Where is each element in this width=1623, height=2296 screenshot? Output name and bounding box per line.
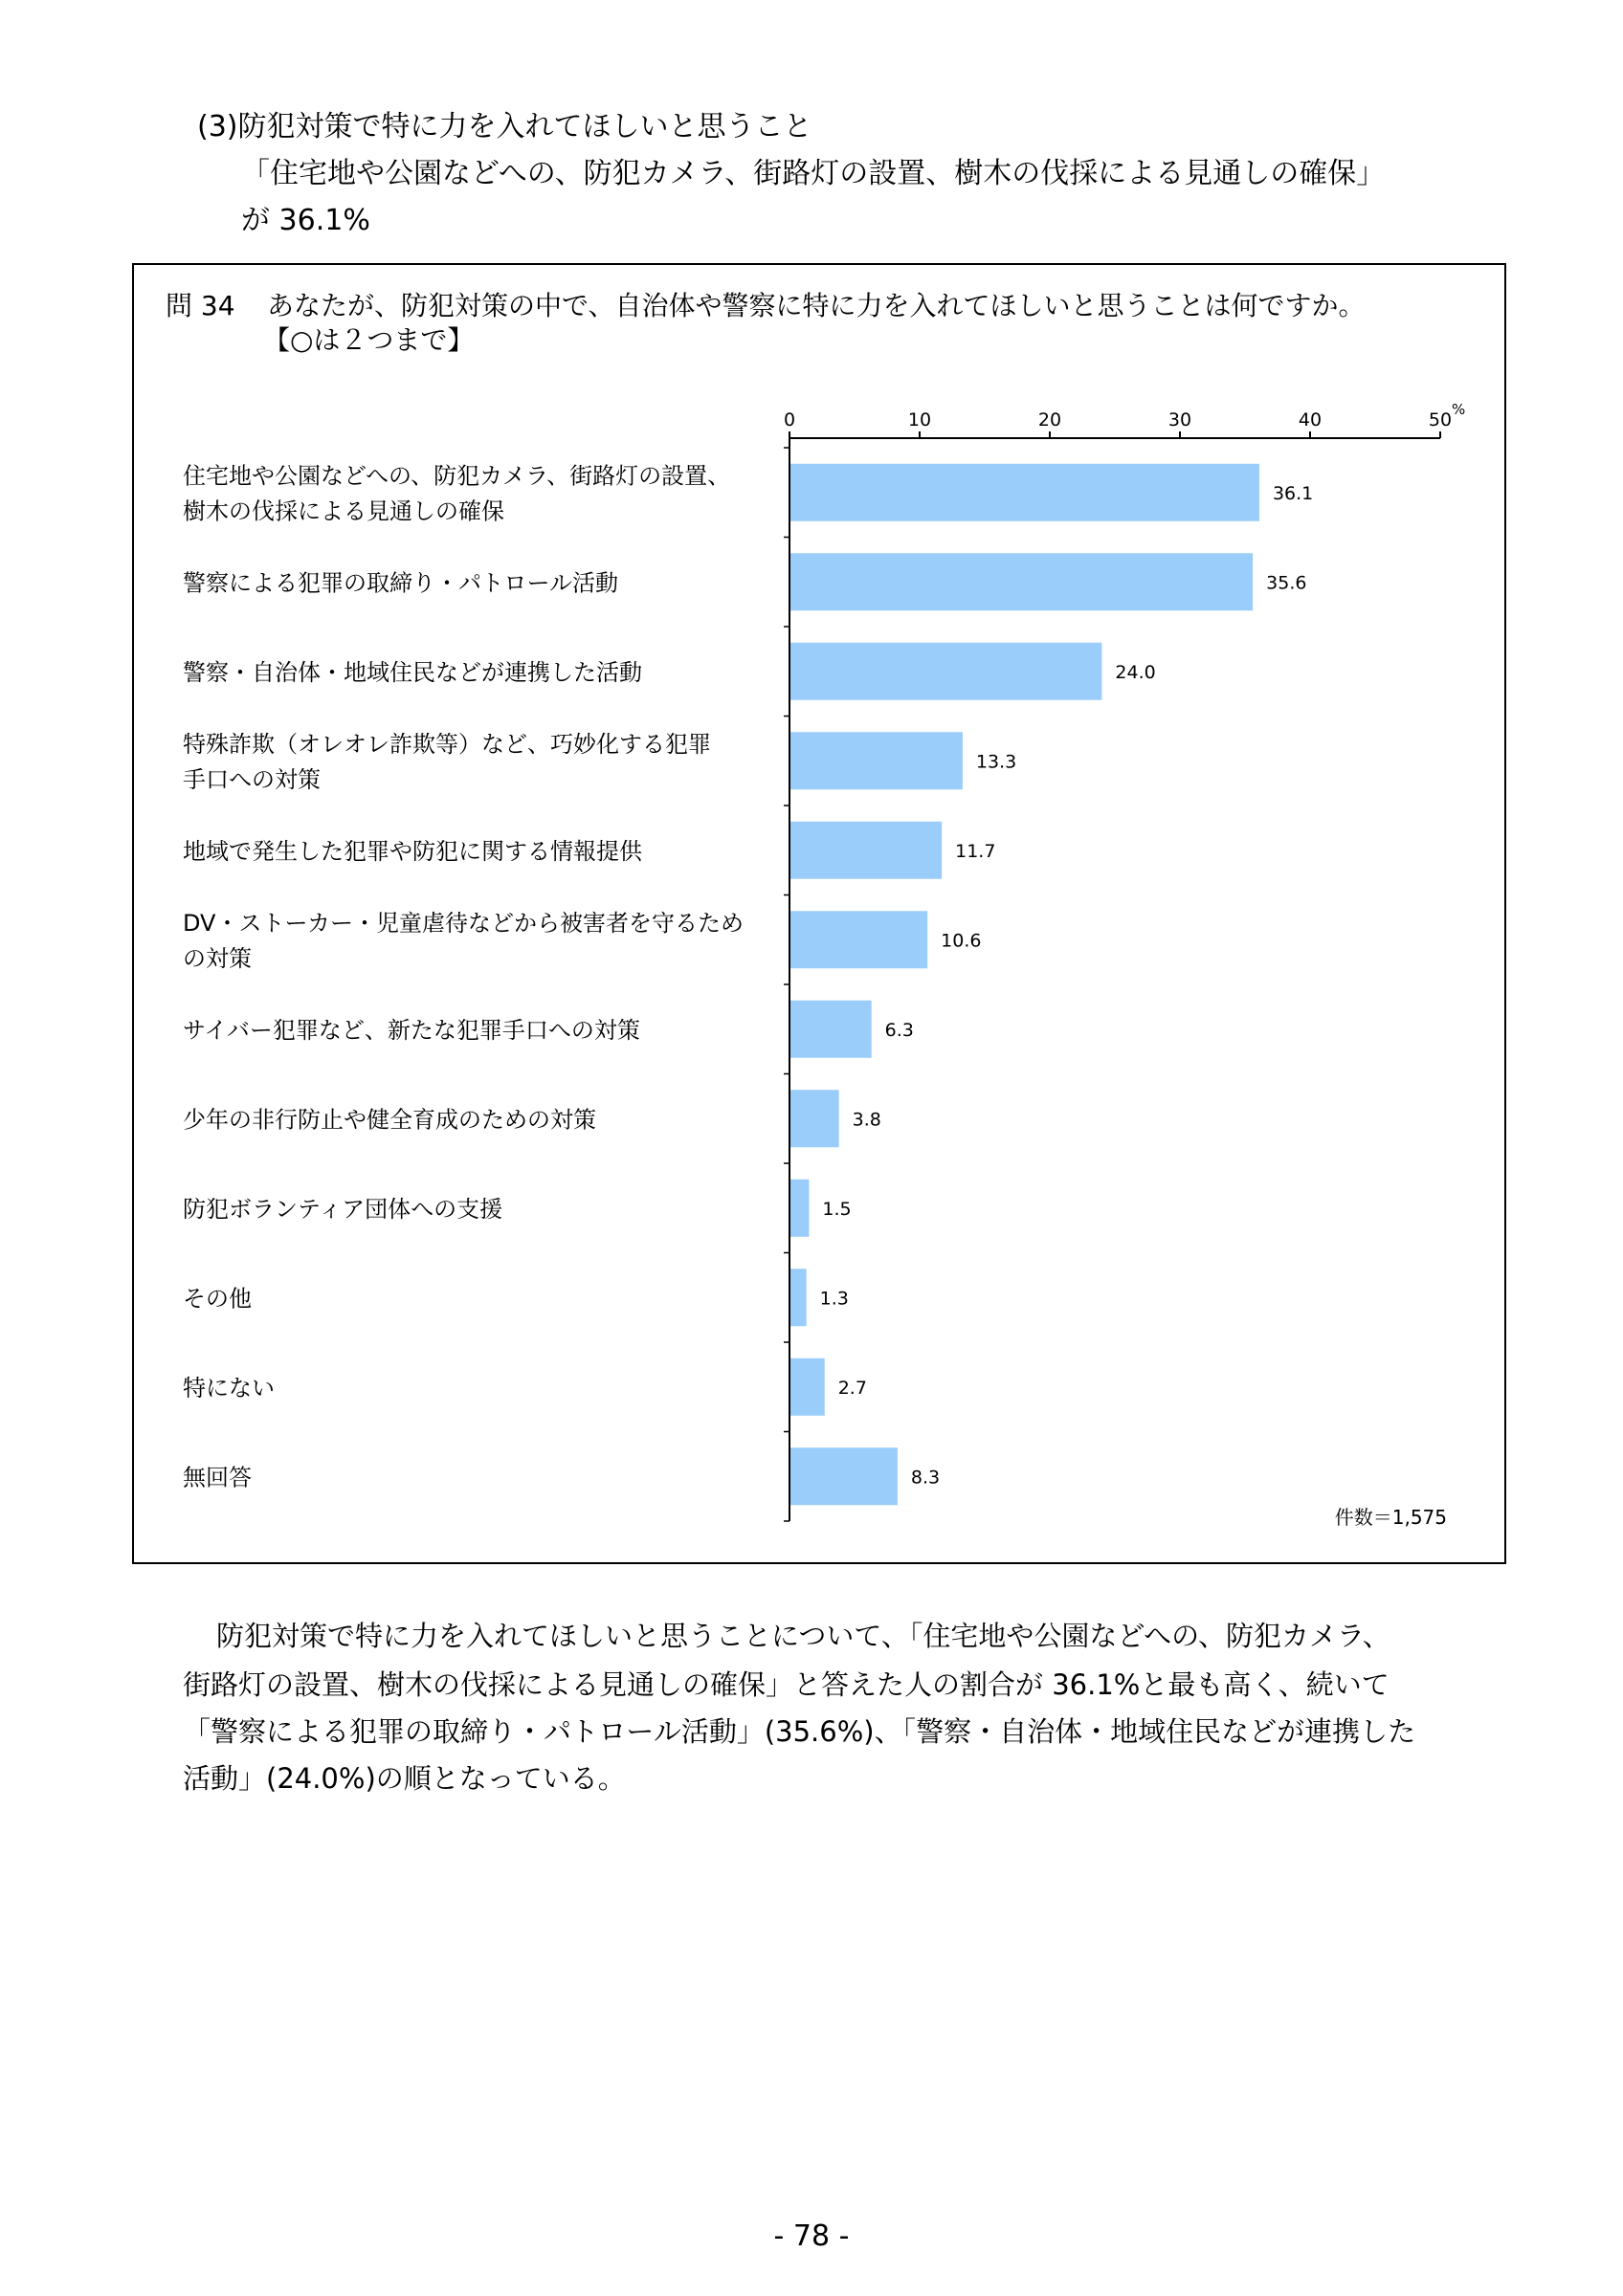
value-label-3: 24.0 xyxy=(1115,661,1156,683)
x-tick-label: 40 xyxy=(1298,409,1323,430)
category-label-line: 防犯ボランティア団体への支援 xyxy=(183,1195,503,1223)
category-label-line: 住宅地や公園などへの、防犯カメラ、街路灯の設置、 xyxy=(183,462,731,490)
bar-7 xyxy=(789,1001,872,1058)
summary-line-2: 街路灯の設置、樹木の伐採による見通しの確保」と答えた人の割合が 36.1%と最も高く、続いて xyxy=(183,1668,1390,1701)
x-tick-label: 10 xyxy=(907,409,932,430)
bar-5 xyxy=(789,822,942,879)
category-label-1 xyxy=(183,462,730,524)
bar-chart xyxy=(132,263,1506,1564)
bar-11 xyxy=(789,1358,825,1416)
category-label-4 xyxy=(183,731,711,793)
value-label-4: 13.3 xyxy=(975,751,1017,773)
value-label-9: 1.5 xyxy=(822,1198,852,1220)
question-number: 問 34 xyxy=(166,290,235,321)
value-label-6: 10.6 xyxy=(941,930,982,952)
x-tick-label: 0 xyxy=(783,409,796,430)
headline-result: が 36.1% xyxy=(241,204,370,237)
category-label-12 xyxy=(183,1464,252,1490)
value-label-11: 2.7 xyxy=(837,1377,867,1399)
sample-size-note: 件数＝1,575 xyxy=(1334,1506,1447,1529)
category-label-line: 樹木の伐採による見通しの確保 xyxy=(183,497,504,525)
value-label-2: 35.6 xyxy=(1266,572,1307,594)
summary-line-4: 活動」(24.0%)の順となっている。 xyxy=(183,1762,626,1795)
category-label-line: 警察・自治体・地域住民などが連携した活動 xyxy=(183,658,642,686)
bar-12 xyxy=(789,1447,898,1505)
bar-2 xyxy=(789,553,1253,610)
value-label-10: 1.3 xyxy=(819,1288,849,1310)
category-label-line: 地域で発生した犯罪や防犯に関する情報提供 xyxy=(183,837,642,865)
value-label-5: 11.7 xyxy=(955,840,996,862)
bar-3 xyxy=(789,643,1101,700)
bar-10 xyxy=(789,1269,807,1326)
category-label-10 xyxy=(183,1285,252,1312)
category-label-6 xyxy=(183,910,744,972)
x-tick-label: 30 xyxy=(1167,409,1192,430)
bar-1 xyxy=(789,464,1259,521)
category-label-line: の対策 xyxy=(183,944,252,972)
section-title: (3)防犯対策で特に力を入れてほしいと思うこと xyxy=(197,110,812,144)
category-label-9 xyxy=(183,1196,502,1223)
page-number: - 78 - xyxy=(773,2219,850,2253)
bar-4 xyxy=(789,732,963,789)
category-label-8 xyxy=(183,1106,596,1133)
x-axis-unit: % xyxy=(1452,401,1466,418)
bar-8 xyxy=(789,1090,839,1147)
summary-line-1: 防犯対策で特に力を入れてほしいと思うことについて、「住宅地や公園などへの、防犯カメラ、 xyxy=(216,1620,1390,1652)
category-label-line: その他 xyxy=(183,1285,252,1313)
category-label-line: 少年の非行防止や健全育成のための対策 xyxy=(183,1106,596,1134)
summary-line-3: 「警察による犯罪の取締り・パトロール活動」(35.6%)、「警察・自治体・地域住民などが連携した xyxy=(183,1715,1416,1748)
bar-9 xyxy=(789,1180,809,1237)
category-label-line: 手口への対策 xyxy=(183,765,321,793)
category-label-line: 警察による犯罪の取締り・パトロール活動 xyxy=(183,569,619,597)
category-label-3 xyxy=(183,659,642,686)
headline-highlight: 「住宅地や公園などへの、防犯カメラ、街路灯の設置、樹木の伐採による見通しの確保」 xyxy=(241,157,1386,190)
category-label-line: サイバー犯罪など、新たな犯罪手口への対策 xyxy=(183,1016,640,1044)
x-tick-label: 50 xyxy=(1428,409,1453,430)
category-label-2 xyxy=(183,569,618,596)
value-label-8: 3.8 xyxy=(852,1109,881,1131)
category-label-line: DV・ストーカー・児童虐待などから被害者を守るため xyxy=(183,909,744,937)
category-label-5 xyxy=(183,838,643,865)
bar-6 xyxy=(789,911,927,968)
question-text: あなたが、防犯対策の中で、自治体や警察に特に力を入れてほしいと思うことは何ですか。 xyxy=(267,290,1366,321)
category-label-11 xyxy=(183,1375,275,1402)
question-note: 【○は２つまで】 xyxy=(263,324,475,356)
value-label-7: 6.3 xyxy=(884,1019,914,1041)
category-label-line: 特にない xyxy=(183,1374,275,1402)
value-label-1: 36.1 xyxy=(1272,482,1314,504)
value-label-12: 8.3 xyxy=(910,1467,941,1489)
category-label-7 xyxy=(183,1017,640,1044)
category-label-line: 無回答 xyxy=(183,1464,252,1491)
x-tick-label: 20 xyxy=(1037,409,1062,430)
category-label-line: 特殊詐欺（オレオレ詐欺等）など、巧妙化する犯罪 xyxy=(183,730,711,758)
